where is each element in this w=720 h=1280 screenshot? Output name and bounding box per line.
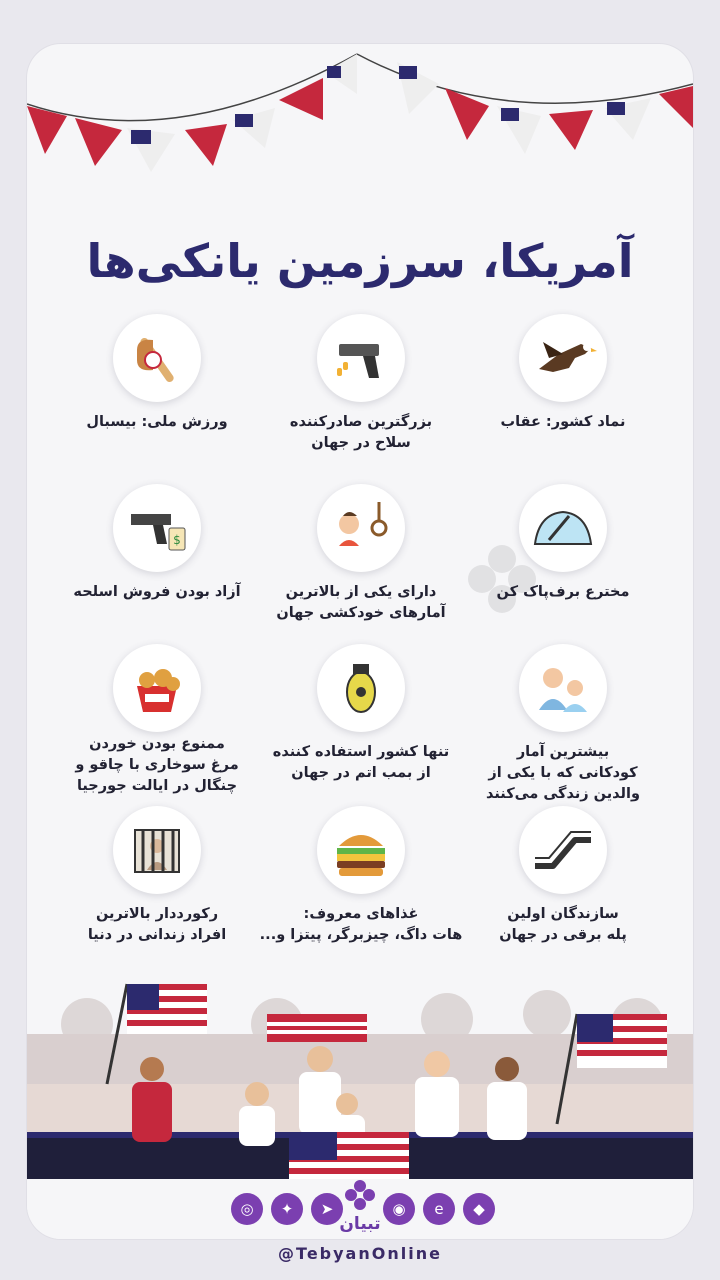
windshield-wiper-icon bbox=[519, 484, 607, 572]
tebyan-logo-icon bbox=[340, 1178, 380, 1214]
social-links-right bbox=[383, 1193, 495, 1227]
baseball-icon bbox=[113, 314, 201, 402]
prison-icon bbox=[113, 806, 201, 894]
item-label-wiper: مخترع برف‌پاک کن bbox=[496, 584, 630, 600]
item-label-weapons-export: بزرگترین صادرکننده سلاح در جهان bbox=[289, 414, 433, 451]
item-label-atomic-bomb: تنها کشور استفاده کننده از بمب اتم در جهان bbox=[272, 744, 450, 781]
pistol-icon bbox=[317, 314, 405, 402]
item-label-suicide: دارای یکی از بالاترین آمارهای خودکشی جهان bbox=[276, 584, 446, 621]
infographic-card bbox=[27, 44, 693, 1239]
gun-price-tag-icon bbox=[113, 484, 201, 572]
item-label-food: غذاهای معروف: هات داگ، چیزبرگر، پیتزا و... bbox=[259, 906, 463, 943]
aparat-icon[interactable]: ◉ bbox=[383, 1193, 415, 1225]
parent-child-icon bbox=[519, 644, 607, 732]
item-label-escalator: سازندگان اولین پله برقی در جهان bbox=[499, 906, 627, 943]
item-label-fried-chicken: ممنوع بودن خوردن مرغ سوخاری با چاقو و چنگال در ایالت جورجیا bbox=[75, 736, 239, 794]
item-label-prison: رکورددار بالاترین افراد زندانی در دنیا bbox=[87, 906, 227, 943]
svg-text:$: $ bbox=[173, 533, 181, 547]
burger-icon bbox=[317, 806, 405, 894]
item-label-gun-sales: آزاد بودن فروش اسلحه bbox=[73, 584, 241, 600]
brand-name: تبیان bbox=[339, 1214, 381, 1234]
social-handle[interactable]: @TebyanOnline bbox=[278, 1244, 442, 1263]
instagram-icon[interactable]: ◎ bbox=[231, 1193, 263, 1225]
eitaa-icon[interactable]: e bbox=[423, 1193, 455, 1225]
twitter-icon[interactable]: ✦ bbox=[271, 1193, 303, 1225]
escalator-icon bbox=[519, 806, 607, 894]
eagle-icon bbox=[519, 314, 607, 402]
rubika-icon[interactable]: ◆ bbox=[463, 1193, 495, 1225]
item-label-eagle: نماد کشور: عقاب bbox=[500, 414, 626, 430]
item-label-single-parent: بیشترین آمار کودکانی که با یکی از والدین زندگی می‌کنند bbox=[486, 744, 640, 802]
atomic-bomb-icon bbox=[317, 644, 405, 732]
flag-bunting bbox=[27, 44, 693, 214]
noose-icon bbox=[317, 484, 405, 572]
fried-chicken-icon bbox=[113, 644, 201, 732]
page-title: آمریکا، سرزمین یانکی‌ها bbox=[86, 234, 634, 288]
item-label-baseball: ورزش ملی: بیسبال bbox=[86, 414, 228, 430]
cheering-fans-illustration bbox=[27, 964, 693, 1194]
telegram-icon[interactable]: ➤ bbox=[311, 1193, 343, 1225]
